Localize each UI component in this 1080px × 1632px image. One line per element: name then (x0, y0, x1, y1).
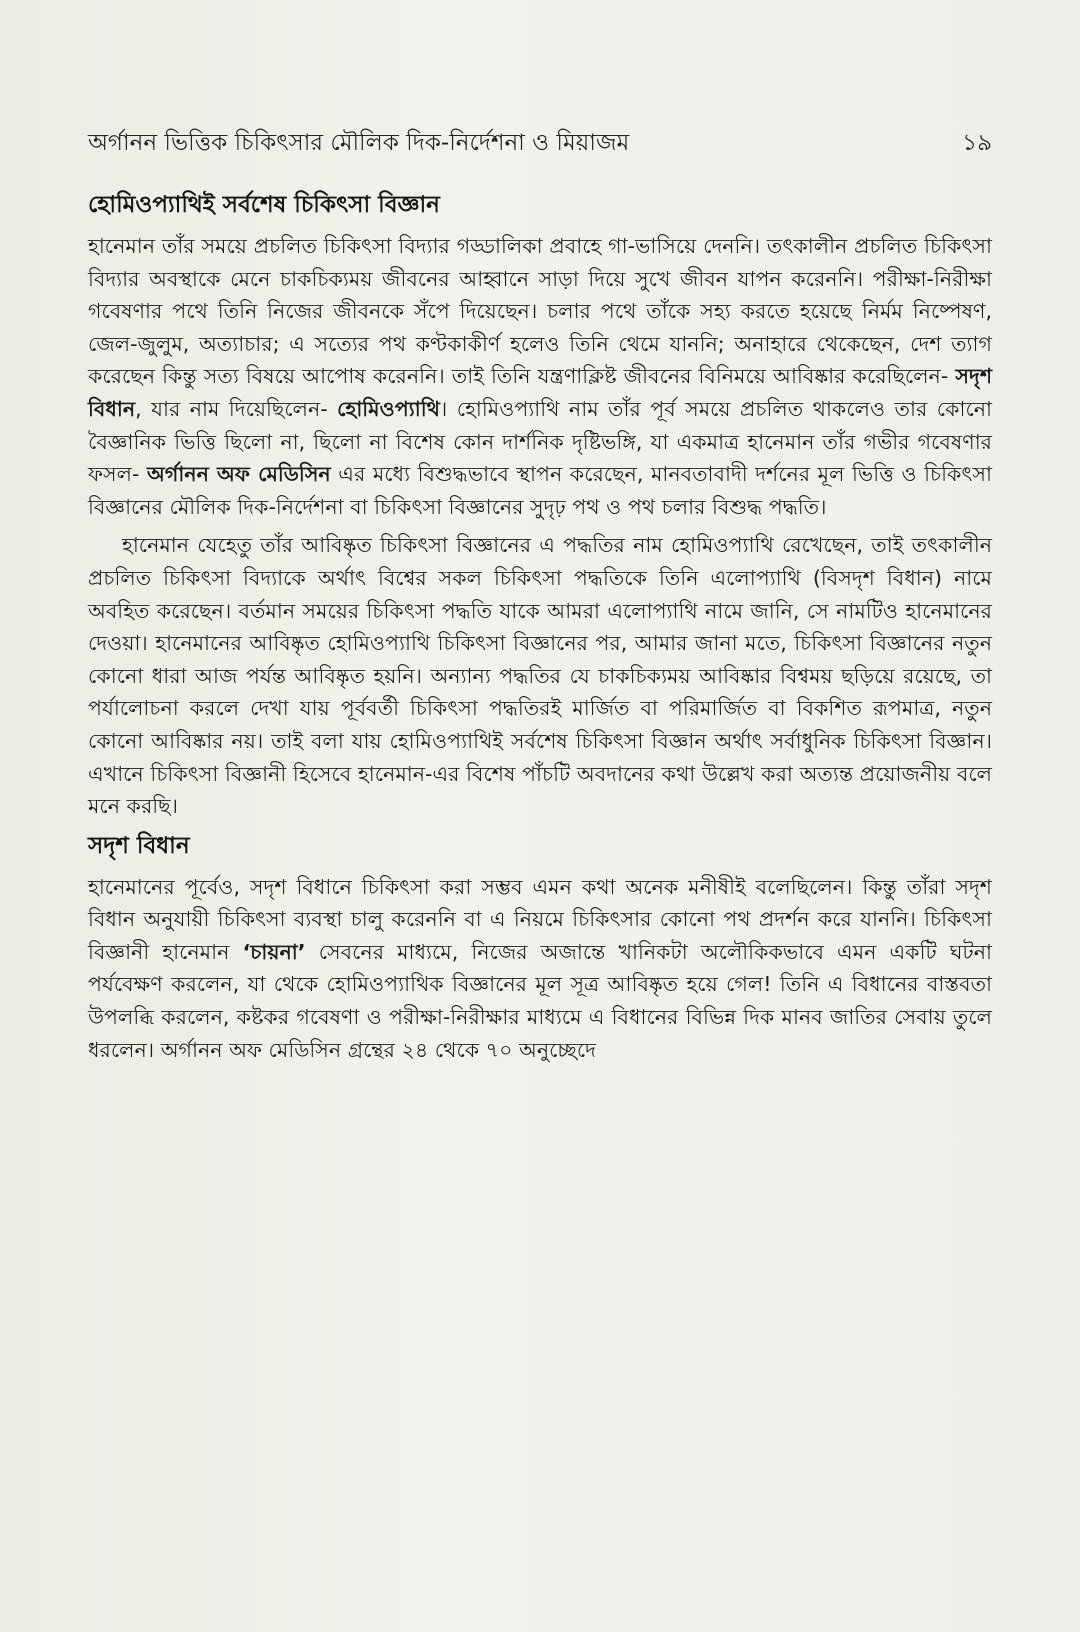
bold-term: ‘চায়না’ (242, 939, 306, 964)
text-run: এর মধ্যে বিশুদ্ধভাবে স্থাপন করেছেন, মানবতাবাদী দর্শনের মূল ভিত্তি ও চিকিৎসা বিজ্ঞানের মৌলিক দিক-নির্দেশনা বা চিকিৎসা বিজ্ঞানের সুদৃঢ় পথ ও পথ চলার বিশুদ্ধ পদ্ধতি। (88, 462, 992, 519)
text-run: সেবনের মাধ্যমে, নিজের অজান্তে খানিকটা অলৌকিকভাবে এমন একটি ঘটনা পর্যবেক্ষণ করলেন, যা থেকে হোমিওপ্যাথিক বিজ্ঞানের মূল সূত্র আবিষ্কৃত হয়ে গেল! তিনি এ বিধানের বাস্তবতা উপলব্ধি করলেন, কষ্টকর গবেষণা ও পরীক্ষা-নিরীক্ষার মাধ্যমে এ বিধানের বিভিন্ন দিক মানব জাতির সেবায় তুলে ধরলেন। অর্গানন অফ মেডিসিন গ্রন্থের ২৪ থেকে ৭০ অনুচ্ছেদে (88, 939, 992, 1062)
paragraph (88, 871, 992, 1067)
bold-term: সদৃশ বিধান (88, 364, 992, 421)
running-head (88, 124, 992, 163)
paragraph (88, 230, 992, 523)
bold-term: অর্গানন অফ মেডিসিন (146, 462, 331, 487)
section-heading-homeopathy-latest: হোমিওপ্যাথিই সর্বশেষ চিকিৎসা বিজ্ঞান (88, 192, 440, 218)
text-run: । হোমিওপ্যাথি নাম তাঁর পূর্ব সময়ে প্রচলিত থাকলেও তার কোনো বৈজ্ঞানিক ভিত্তি ছিলো না, ছিলো না বিশেষ কোন দার্শনিক দৃষ্টিভঙ্গি, যা একমাত্র হানেমান তাঁর গভীর গবেষণার ফসল- (88, 396, 992, 487)
running-title: অর্গানন ভিত্তিক চিকিৎসার মৌলিক দিক-নির্দেশনা ও মিয়াজম (88, 130, 630, 156)
paragraph: হানেমান যেহেতু তাঁর আবিষ্কৃত চিকিৎসা বিজ্ঞানের এ পদ্ধতির নাম হোমিওপ্যাথি রেখেছেন, তাই তৎকালীন প্রচলিত চিকিৎসা বিদ্যাকে অর্থাৎ বিশ্বের সকল চিকিৎসা পদ্ধতিকে তিনি এলোপ্যাথি (বিসদৃশ বিধান) নামে অবহিত করেছেন। বর্তমান সময়ের চিকিৎসা পদ্ধতি যাকে আমরা এলোপ্যাথি নামে জানি, সে নামটিও হানেমানের দেওয়া। হানেমানের আবিষ্কৃত হোমিওপ্যাথি চিকিৎসা বিজ্ঞানের পর, আমার জানা মতে, চিকিৎসা বিজ্ঞানের নতুন কোনো ধারা আজ পর্যন্ত আবিষ্কৃত হয়নি। অন্যান্য পদ্ধতির যে চাকচিক্যময় আবিষ্কার বিশ্বময় ছড়িয়ে রয়েছে, তা পর্যালোচনা করলে দেখা যায় পূর্ববর্তী চিকিৎসা পদ্ধতিরই মার্জিত বা পরিমার্জিত বা বিকশিত রূপমাত্র, নতুন কোনো আবিষ্কার নয়। তাই বলা যায় হোমিওপ্যাথিই সর্বশেষ চিকিৎসা বিজ্ঞান অর্থাৎ সর্বাধুনিক চিকিৎসা বিজ্ঞান। এখানে চিকিৎসা বিজ্ঞানী হিসেবে হানেমান-এর বিশেষ পাঁচটি অবদানের কথা উল্লেখ করা অত্যন্ত প্রয়োজনীয় বলে মনে করছি। (88, 533, 992, 819)
bold-term: হোমিওপ্যাথি (337, 396, 440, 421)
text-run: হানেমান তাঁর সময়ে প্রচলিত চিকিৎসা বিদ্যার গড্ডালিকা প্রবাহে গা-ভাসিয়ে দেননি। তৎকালীন প্রচলিত চিকিৎসা বিদ্যার অবস্থাকে মেনে চাকচিক্যময় জীবনের আহ্বানে সাড়া দিয়ে সুখে জীবন যাপন করেননি। পরীক্ষা-নিরীক্ষা গবেষণার পথে তিনি নিজের জীবনকে সঁপে দিয়েছেন। চলার পথে তাঁকে সহ্য করতে হয়েছে নির্মম নিষ্পেষণ, জেল-জুলুম, অত্যাচার; এ সত্যের পথ কণ্টকাকীর্ণ হলেও তিনি থেমে যাননি; অনাহারে থেকেছেন, দেশ ত্যাগ করেছেন কিন্তু সত্য বিষয়ে আপোষ করেননি। তাই তিনি যন্ত্রণাক্লিষ্ট জীবনের বিনিময়ে আবিষ্কার করেছিলেন- (88, 234, 992, 389)
text-run: , যার নাম দিয়েছিলেন- (135, 396, 338, 421)
section-heading-similar-law: সদৃশ বিধান (88, 832, 190, 859)
text-run: হানেমানের পূর্বেও, সদৃশ বিধানে চিকিৎসা করা সম্ভব এমন কথা অনেক মনীষীই বলেছিলেন। কিন্তু তাঁরা সদৃশ বিধান অনুযায়ী চিকিৎসা ব্যবস্থা চালু করেননি বা এ নিয়মে চিকিৎসার কোনো পথ প্রদর্শন করে যাননি। চিকিৎসা বিজ্ঞানী হানেমান (88, 874, 992, 964)
page-number: ১৯ (962, 130, 992, 156)
page-content (88, 188, 992, 1072)
